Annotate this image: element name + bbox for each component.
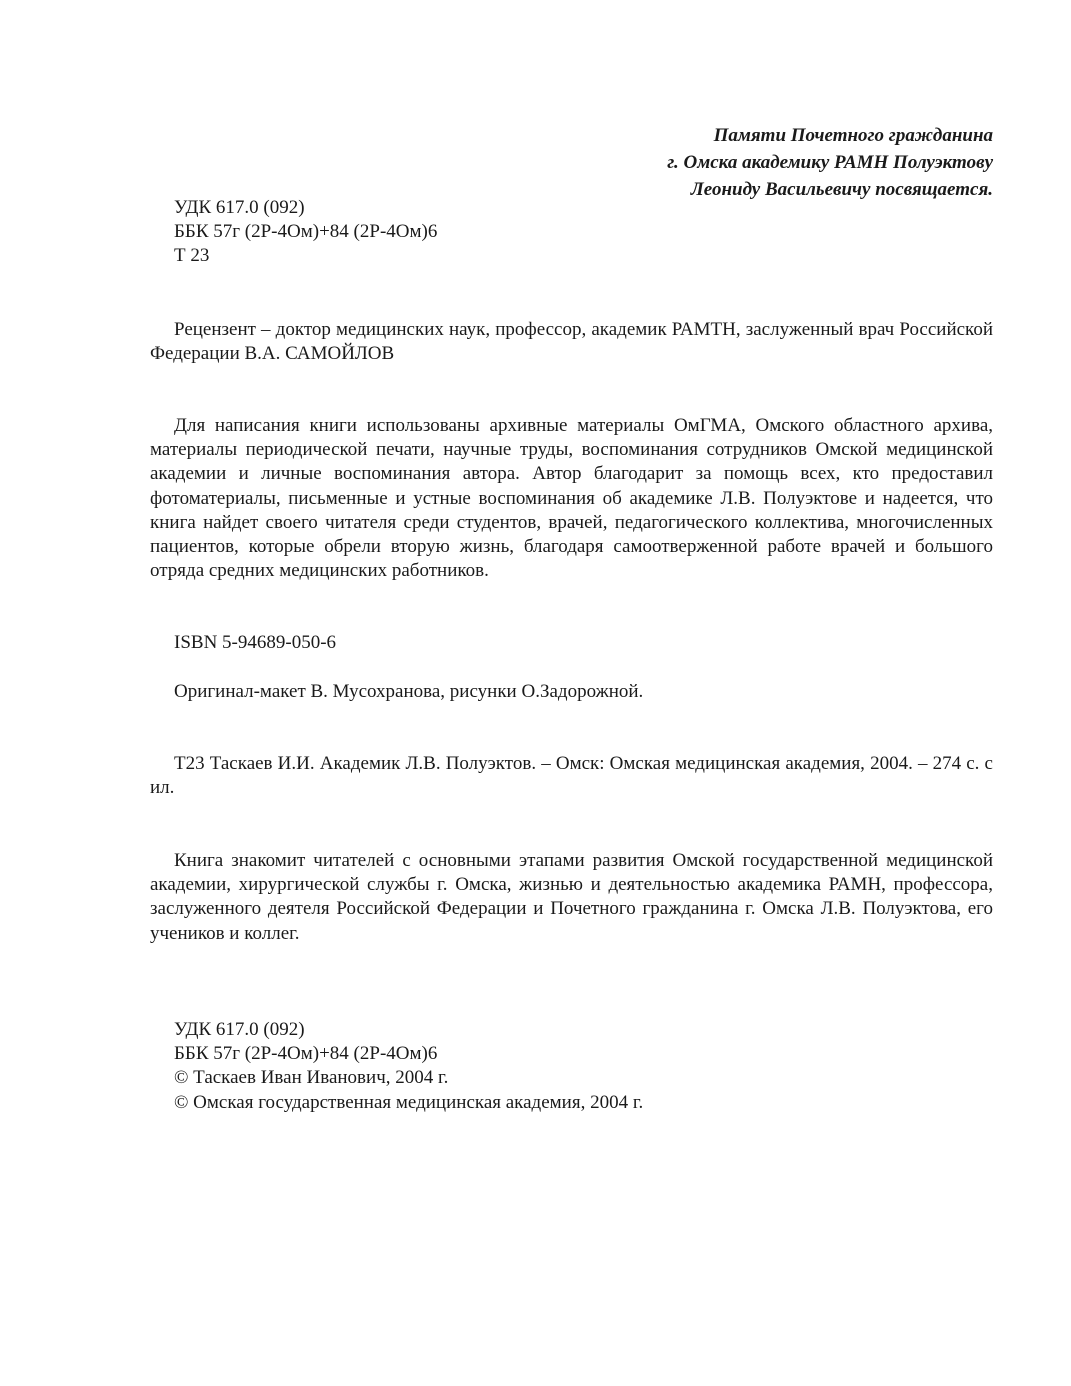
bbk-code: ББК 57г (2Р-4Ом)+84 (2Р-4Ом)6: [174, 221, 438, 243]
isbn: ISBN 5-94689-050-6: [174, 632, 337, 653]
bibliographic-block: [150, 752, 993, 800]
dedication-line-2: г. Омска академику РАМН Полуэктову: [667, 152, 993, 173]
udk-code: УДК 617.0 (092): [174, 197, 305, 218]
bbk-code-bottom: ББК 57г (2Р-4Ом)+84 (2Р-4Ом)6: [174, 1043, 438, 1065]
author-mark: Т 23: [174, 245, 210, 267]
isbn-block: [150, 631, 993, 655]
dedication-line-3: Леониду Васильевичу посвящается.: [690, 179, 993, 200]
sources-block: [150, 414, 993, 583]
sources-text: Для написания книги использованы архивные материалы ОмГМА, Омского областного архива, материалы периодической печати, научные труды, воспоминания сотрудников Омской медицинской академии и личные воспоминания автора. Автор благодарит за помощь всех, кто предоставил фотоматериалы, письменные и устные воспоминания об академике Л.В. Полуэктове и надеется, что книга найдет своего читателя среди студентов, врачей, педагогического коллектива, многочисленных пациентов, которые обрели вторую жизнь, благодаря самоотверженной работе врачей и большого отряда средних медицинских работников.: [150, 415, 993, 582]
copyright-author: © Таскаев Иван Иванович, 2004 г.: [174, 1067, 449, 1089]
reviewer-text: Рецензент – доктор медицинских наук, профессор, академик РАМТН, заслуженный врач Российской Федерации В.А. САМОЙЛОВ: [150, 319, 993, 365]
annotation-block: [150, 849, 993, 946]
copyright-academy: © Омская государственная медицинская академия, 2004 г.: [174, 1091, 644, 1113]
udk-code-bottom: УДК 617.0 (092): [174, 1019, 305, 1040]
dedication: [667, 122, 993, 203]
layout-credit-block: [150, 680, 993, 704]
bibliographic-record: Т23 Таскаев И.И. Академик Л.В. Полуэктов. – Омск: Омская медицинская академия, 2004. – 274 с. с ил.: [150, 753, 993, 799]
classification-top: [150, 196, 993, 269]
reviewer-block: [150, 318, 993, 366]
layout-credit: Оригинал-макет В. Мусохранова, рисунки О.Задорожной.: [174, 681, 644, 702]
dedication-line-1: Памяти Почетного гражданина: [713, 125, 993, 146]
classification-bottom: [150, 1018, 993, 1115]
annotation-text: Книга знакомит читателей с основными этапами развития Омской государственной медицинской академии, хирургической службы г. Омска, жизнью и деятельностью академика РАМН, профессора, заслуженного деятеля Российской Федерации и Почетного гражданина г. Омска Л.В. Полуэктова, его учеников и коллег.: [150, 850, 993, 944]
book-imprint-page: [150, 0, 993, 1386]
